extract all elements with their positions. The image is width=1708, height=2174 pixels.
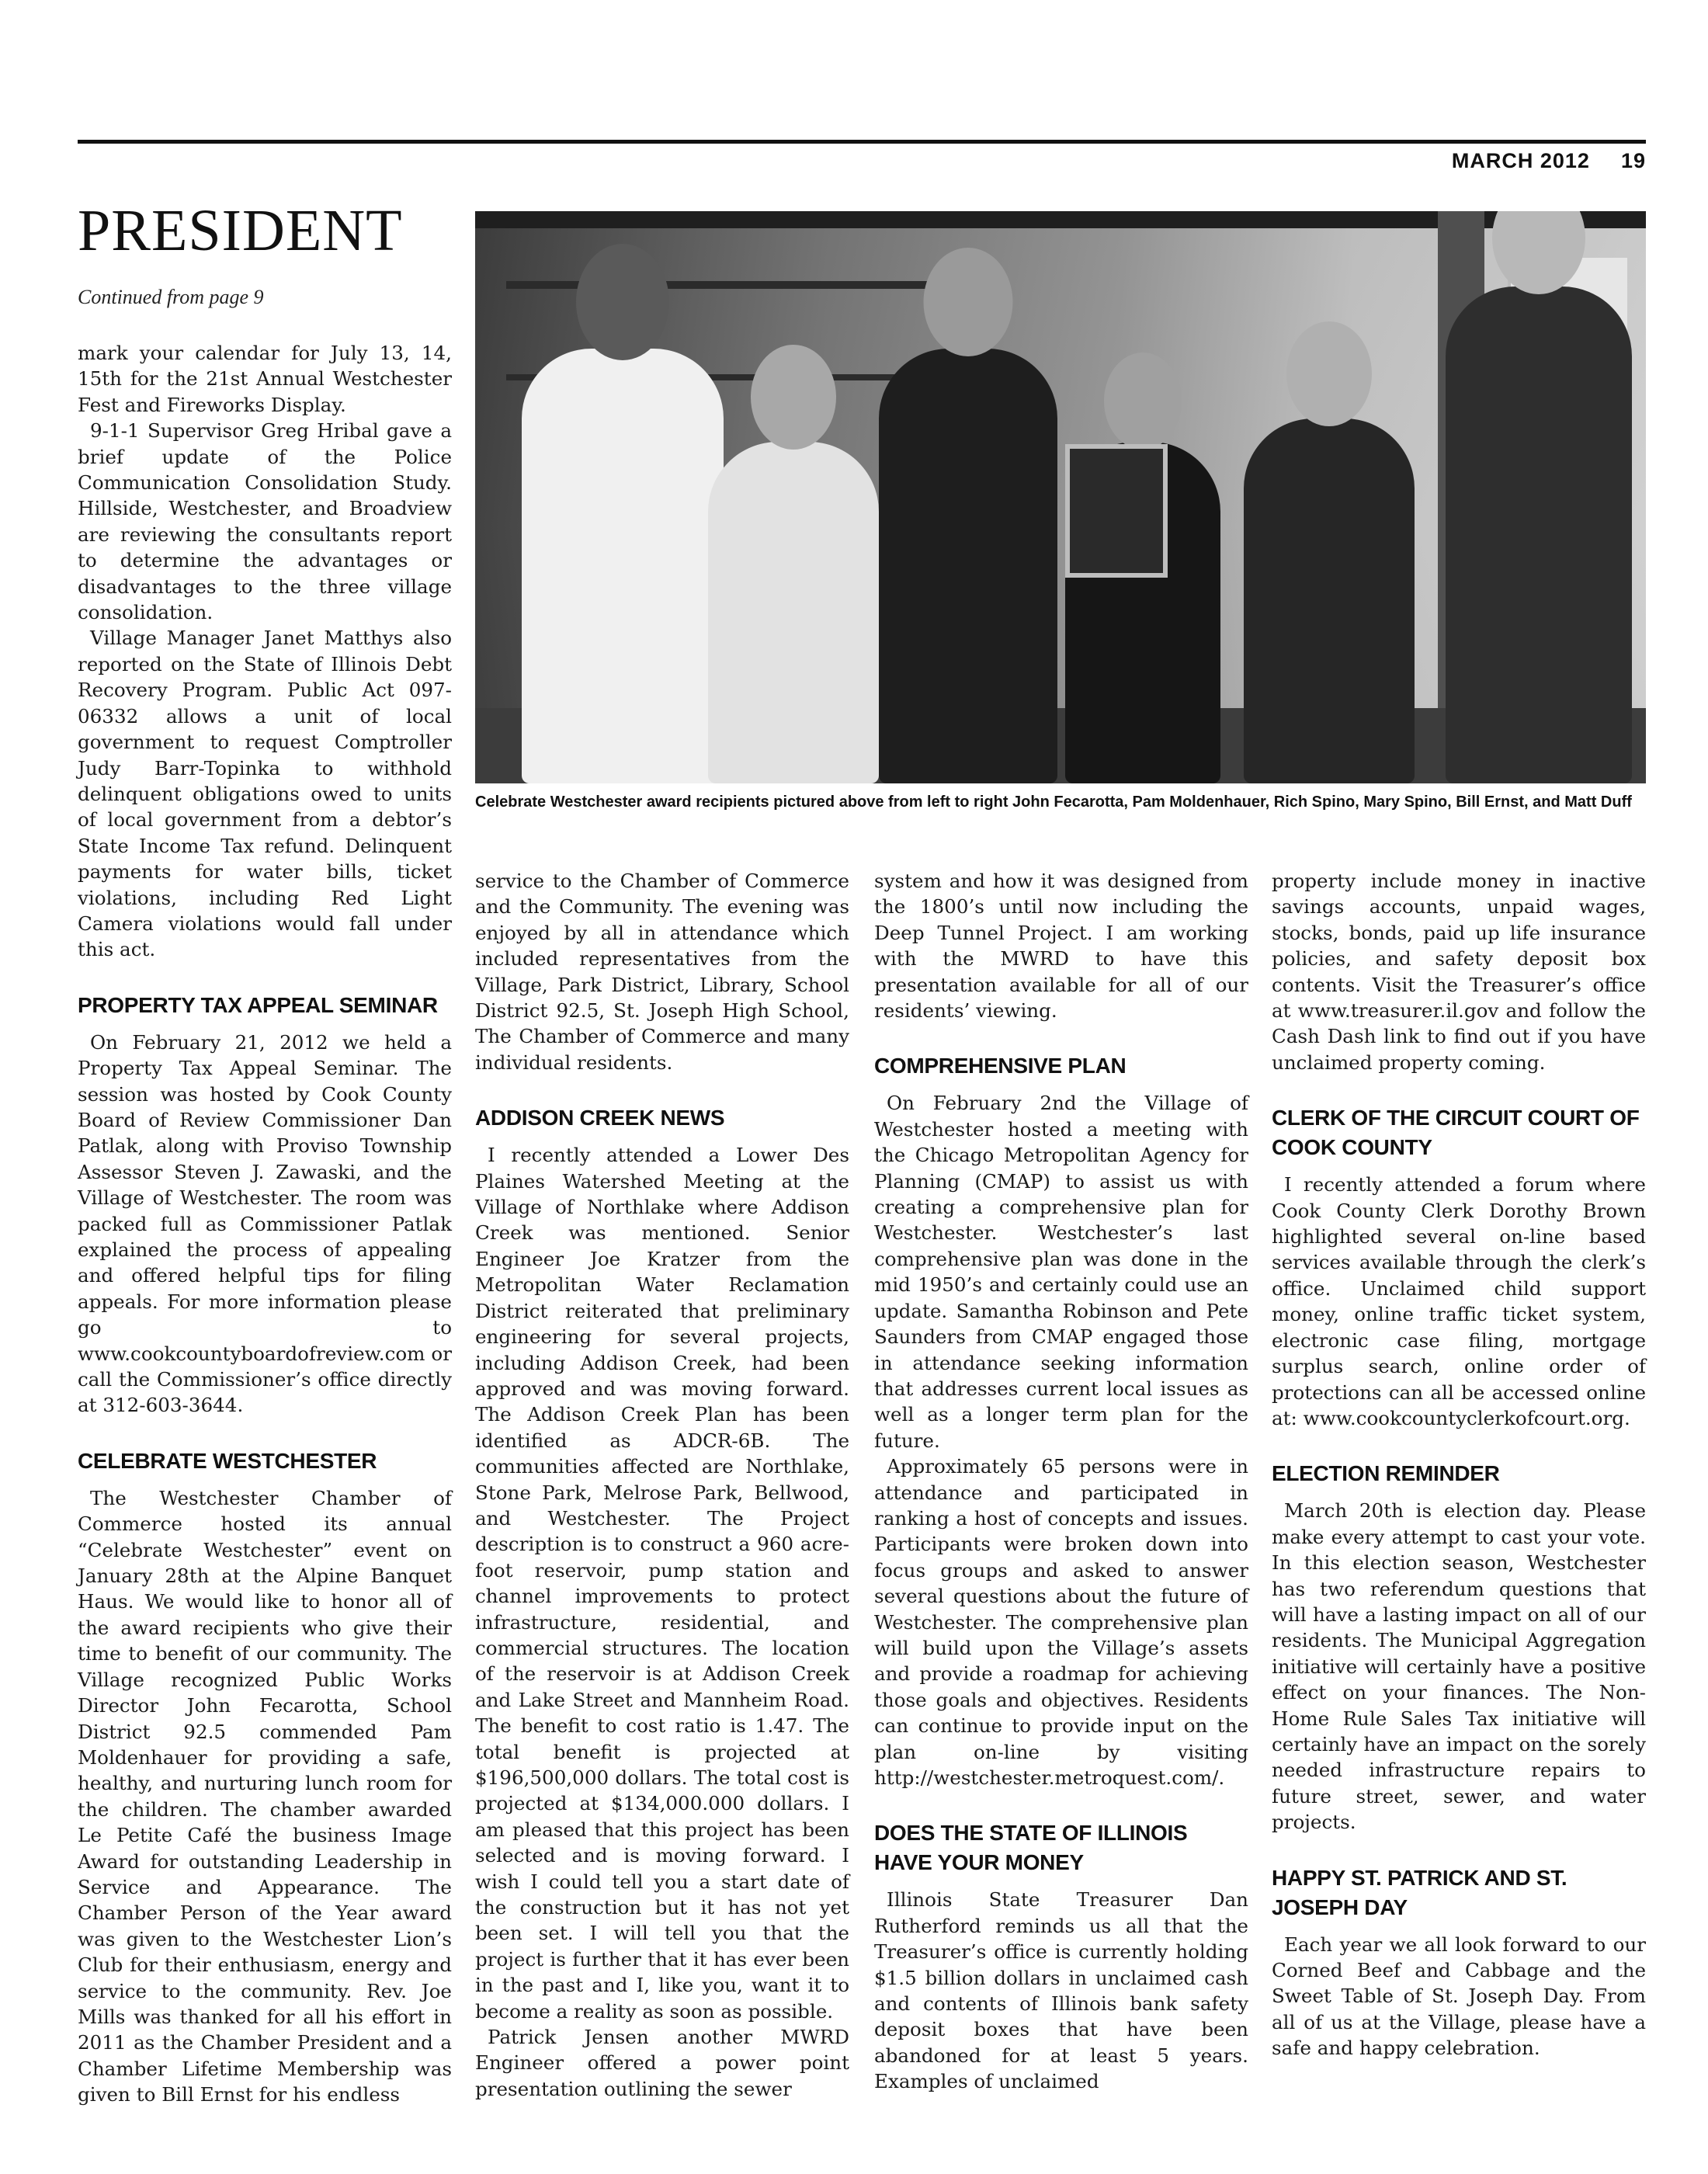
person-5-head	[1286, 321, 1372, 426]
page-header	[1452, 149, 1646, 173]
award-plaque	[1065, 444, 1168, 578]
col1-paragraph: 9-1-1 Supervisor Greg Hribal gave a brief update of the Police Communication Consolidation Study. Hillside, Westchester, and Broadview are reviewing the consultants report to determine the advantages or disadvantages to the three village consolidation.	[78, 419, 452, 624]
section-title: PRESIDENT	[78, 198, 403, 263]
person-6	[1446, 287, 1632, 783]
col1-paragraph: On February 21, 2012 we held a Property Tax Appeal Seminar. The session was hosted by Cook County Board of Review Commissioner Dan Patlak, along with Proviso Township Assessor Steven J. Zawaski, and the Village of Westchester. The room was packed full as Commissioner Patlak explained the process of appealing and offered helpful tips for filing appeals. For more information please go to www.cookcountyboardofreview.com or call the Commissioner’s office directly at 312-603-3644.	[78, 1030, 452, 1417]
column-4	[1272, 868, 1646, 2061]
heading-st-patrick-st-joseph: HAPPY ST. PATRICK AND ST. JOSEPH DAY	[1272, 1865, 1567, 1919]
header-rule	[78, 140, 1646, 144]
person-5	[1244, 418, 1415, 783]
person-2-head	[751, 345, 836, 450]
col4-paragraph: I recently attended a forum where Cook County Clerk Dorothy Brown highlighted several on-line based services available through the clerk’s office. Unclaimed child support money, online traffic ticket system, electronic case filing, mortgage surplus search, online order of protections can all be accessed online at: www.cookcountyclerkofcourt.org.	[1272, 1173, 1646, 1429]
col4-paragraph: property include money in inactive savings accounts, unpaid wages, stocks, bonds, paid up life insurance policies, and safety deposit box contents. Visit the Treasurer’s office at www.treasurer.il.gov and follow the Cash Dash link to find out if you have unclaimed property coming.	[1272, 870, 1646, 1074]
column-2	[475, 868, 849, 2102]
photo-caption: Celebrate Westchester award recipients pictured above from left to right John Fecarotta, Pam Moldenhauer, Rich Spino, Mary Spino, Bill Ernst, and Matt Duff	[475, 794, 1632, 811]
person-1-head	[576, 244, 669, 360]
person-1	[522, 349, 724, 783]
person-4-head	[1104, 352, 1182, 450]
heading-addison-creek-news: ADDISON CREEK NEWS	[475, 1106, 725, 1130]
col2-paragraph: service to the Chamber of Commerce and the Community. The evening was enjoyed by all in attendance which included representatives from the Village, Park District, Library, School District 92.5, St. Joseph High School, The Chamber of Commerce and many individual residents.	[475, 870, 849, 1074]
col4-paragraph: March 20th is election day. Please make every attempt to cast your vote. In this election season, Westchester has two referendum questions that will have a lasting impact on all of our residents. The Municipal Aggregation initiative will certainly have a positive effect on your finances. The Non-Home Rule Sales Tax initiative will certainly have an impact on the sorely needed infrastructure repairs to future street, sewer, and water projects.	[1272, 1499, 1646, 1834]
col3-paragraph: On February 2nd the Village of Westchester hosted a meeting with the Chicago Metropolitan Agency for Planning (CMAP) to assist us with creating a comprehensive plan for Westchester. Westchester’s last comprehensive plan was done in the mid 1950’s and certainly could use an update. Samantha Robinson and Pete Saunders from CMAP engaged those in attendance seeking information that addresses current local issues as well as a longer term plan for the future.	[874, 1092, 1248, 1452]
col2-paragraph: I recently attended a Lower Des Plaines Watershed Meeting at the Village of Northlake where Addison Creek was mentioned. Senior Engineer Joe Kratzer from the Metropolitan Water Reclamation District reiterated that preliminary engineering for several projects, including Addison Creek, had been approved and was moving forward. The Addison Creek Plan has been identified as ADCR-6B. The communities affected are Northlake, Stone Park, Melrose Park, Bellwood, and Westchester. The Project description is to construct a 960 acre-foot reservoir, pump station and channel improvements to protect infrastructure, residential, and commercial structures. The location of the reservoir is at Addison Creek and Lake Street and Mannheim Road. The benefit to cost ratio is 1.47. The total benefit is projected at $196,500,000 dollars. The total cost is projected at $134,000.000 dollars. I am pleased that this project has been selected and is moving forward. I wish I could tell you a start date of the construction but it has not yet been set. I will tell you that the project is further that it has ever been in the past and I, like you, want it to become a reality as soon as possible.	[475, 1144, 849, 2023]
col2-paragraph: Patrick Jensen another MWRD Engineer offered a power point presentation outlining the sewer	[475, 2026, 849, 2100]
heading-illinois-money: DOES THE STATE OF ILLINOIS HAVE YOUR MONEY	[874, 1821, 1188, 1875]
heading-comprehensive-plan: COMPREHENSIVE PLAN	[874, 1054, 1127, 1078]
column-3	[874, 868, 1248, 2095]
column-1	[78, 340, 452, 2108]
heading-clerk-circuit-court: CLERK OF THE CIRCUIT COURT OF COOK COUNTY	[1272, 1106, 1640, 1160]
col4-paragraph: Each year we all look forward to our Corned Beef and Cabbage and the Sweet Table of St. Joseph Day. From all of us at the Village, please have a safe and happy celebration.	[1272, 1933, 1646, 2060]
page-number: 19	[1620, 149, 1646, 172]
col3-paragraph: Illinois State Treasurer Dan Rutherford reminds us all that the Treasurer’s office is currently holding $1.5 billion dollars in unclaimed cash and contents of Illinois bank safety deposit boxes that have been abandoned for at least 5 years. Examples of unclaimed	[874, 1888, 1248, 2093]
heading-election-reminder: ELECTION REMINDER	[1272, 1461, 1500, 1486]
col3-paragraph: Approximately 65 persons were in attendance and participated in ranking a host of concepts and issues. Participants were broken down into focus groups and asked to answer several questions about the future of Westchester. The comprehensive plan will build upon the Village’s assets and provide a roadmap for achieving those goals and objectives. Residents can continue to provide input on the plan on-line by visiting http://westchester.metroquest.com/.	[874, 1455, 1248, 1789]
person-2	[708, 442, 879, 783]
person-3	[879, 349, 1057, 783]
person-3-head	[924, 248, 1013, 356]
col3-paragraph: system and how it was designed from the 1800’s until now including the Deep Tunnel Project. I am working with the MWRD to have this presentation available for all of our residents’ viewing.	[874, 870, 1248, 1023]
col1-paragraph: mark your calendar for July 13, 14, 15th for the 21st Annual Westchester Fest and Fireworks Display.	[78, 342, 452, 416]
col1-paragraph: Village Manager Janet Matthys also reported on the State of Illinois Debt Recovery Program. Public Act 097-06332 allows a unit of local government to request Comptroller Judy Barr-Topinka to withhold delinquent obligations owed to units of local government from a debtor’s State Income Tax refund. Delinquent payments for water bills, ticket violations, including Red Light Camera violations would fall under this act.	[78, 627, 452, 961]
issue-date: MARCH 2012	[1451, 149, 1590, 172]
award-recipients-photo	[475, 211, 1646, 783]
heading-celebrate-westchester: CELEBRATE WESTCHESTER	[78, 1448, 377, 1473]
heading-property-tax-appeal-seminar: PROPERTY TAX APPEAL SEMINAR	[78, 992, 438, 1017]
continued-note: Continued from page 9	[78, 286, 264, 308]
col1-paragraph: The Westchester Chamber of Commerce hosted its annual “Celebrate Westchester” event on January 28th at the Alpine Banquet Haus. We would like to honor all of the award recipients who give their time to benefit of our community. The Village recognized Public Works Director John Fecarotta, School District 92.5 commended Pam Moldenhauer for providing a safe, healthy, and nurturing lunch room for the children. The chamber awarded Le Petite Café the business Image Award for outstanding Leadership in Service and Appearance. The Chamber Person of the Year award was given to the Westchester Lion’s Club for their enthusiasm, energy and service to the community. Rev. Joe Mills was thanked for all his effort in 2011 as the Chamber President and a Chamber Lifetime Membership was given to Bill Ernst for his endless	[78, 1486, 452, 2106]
